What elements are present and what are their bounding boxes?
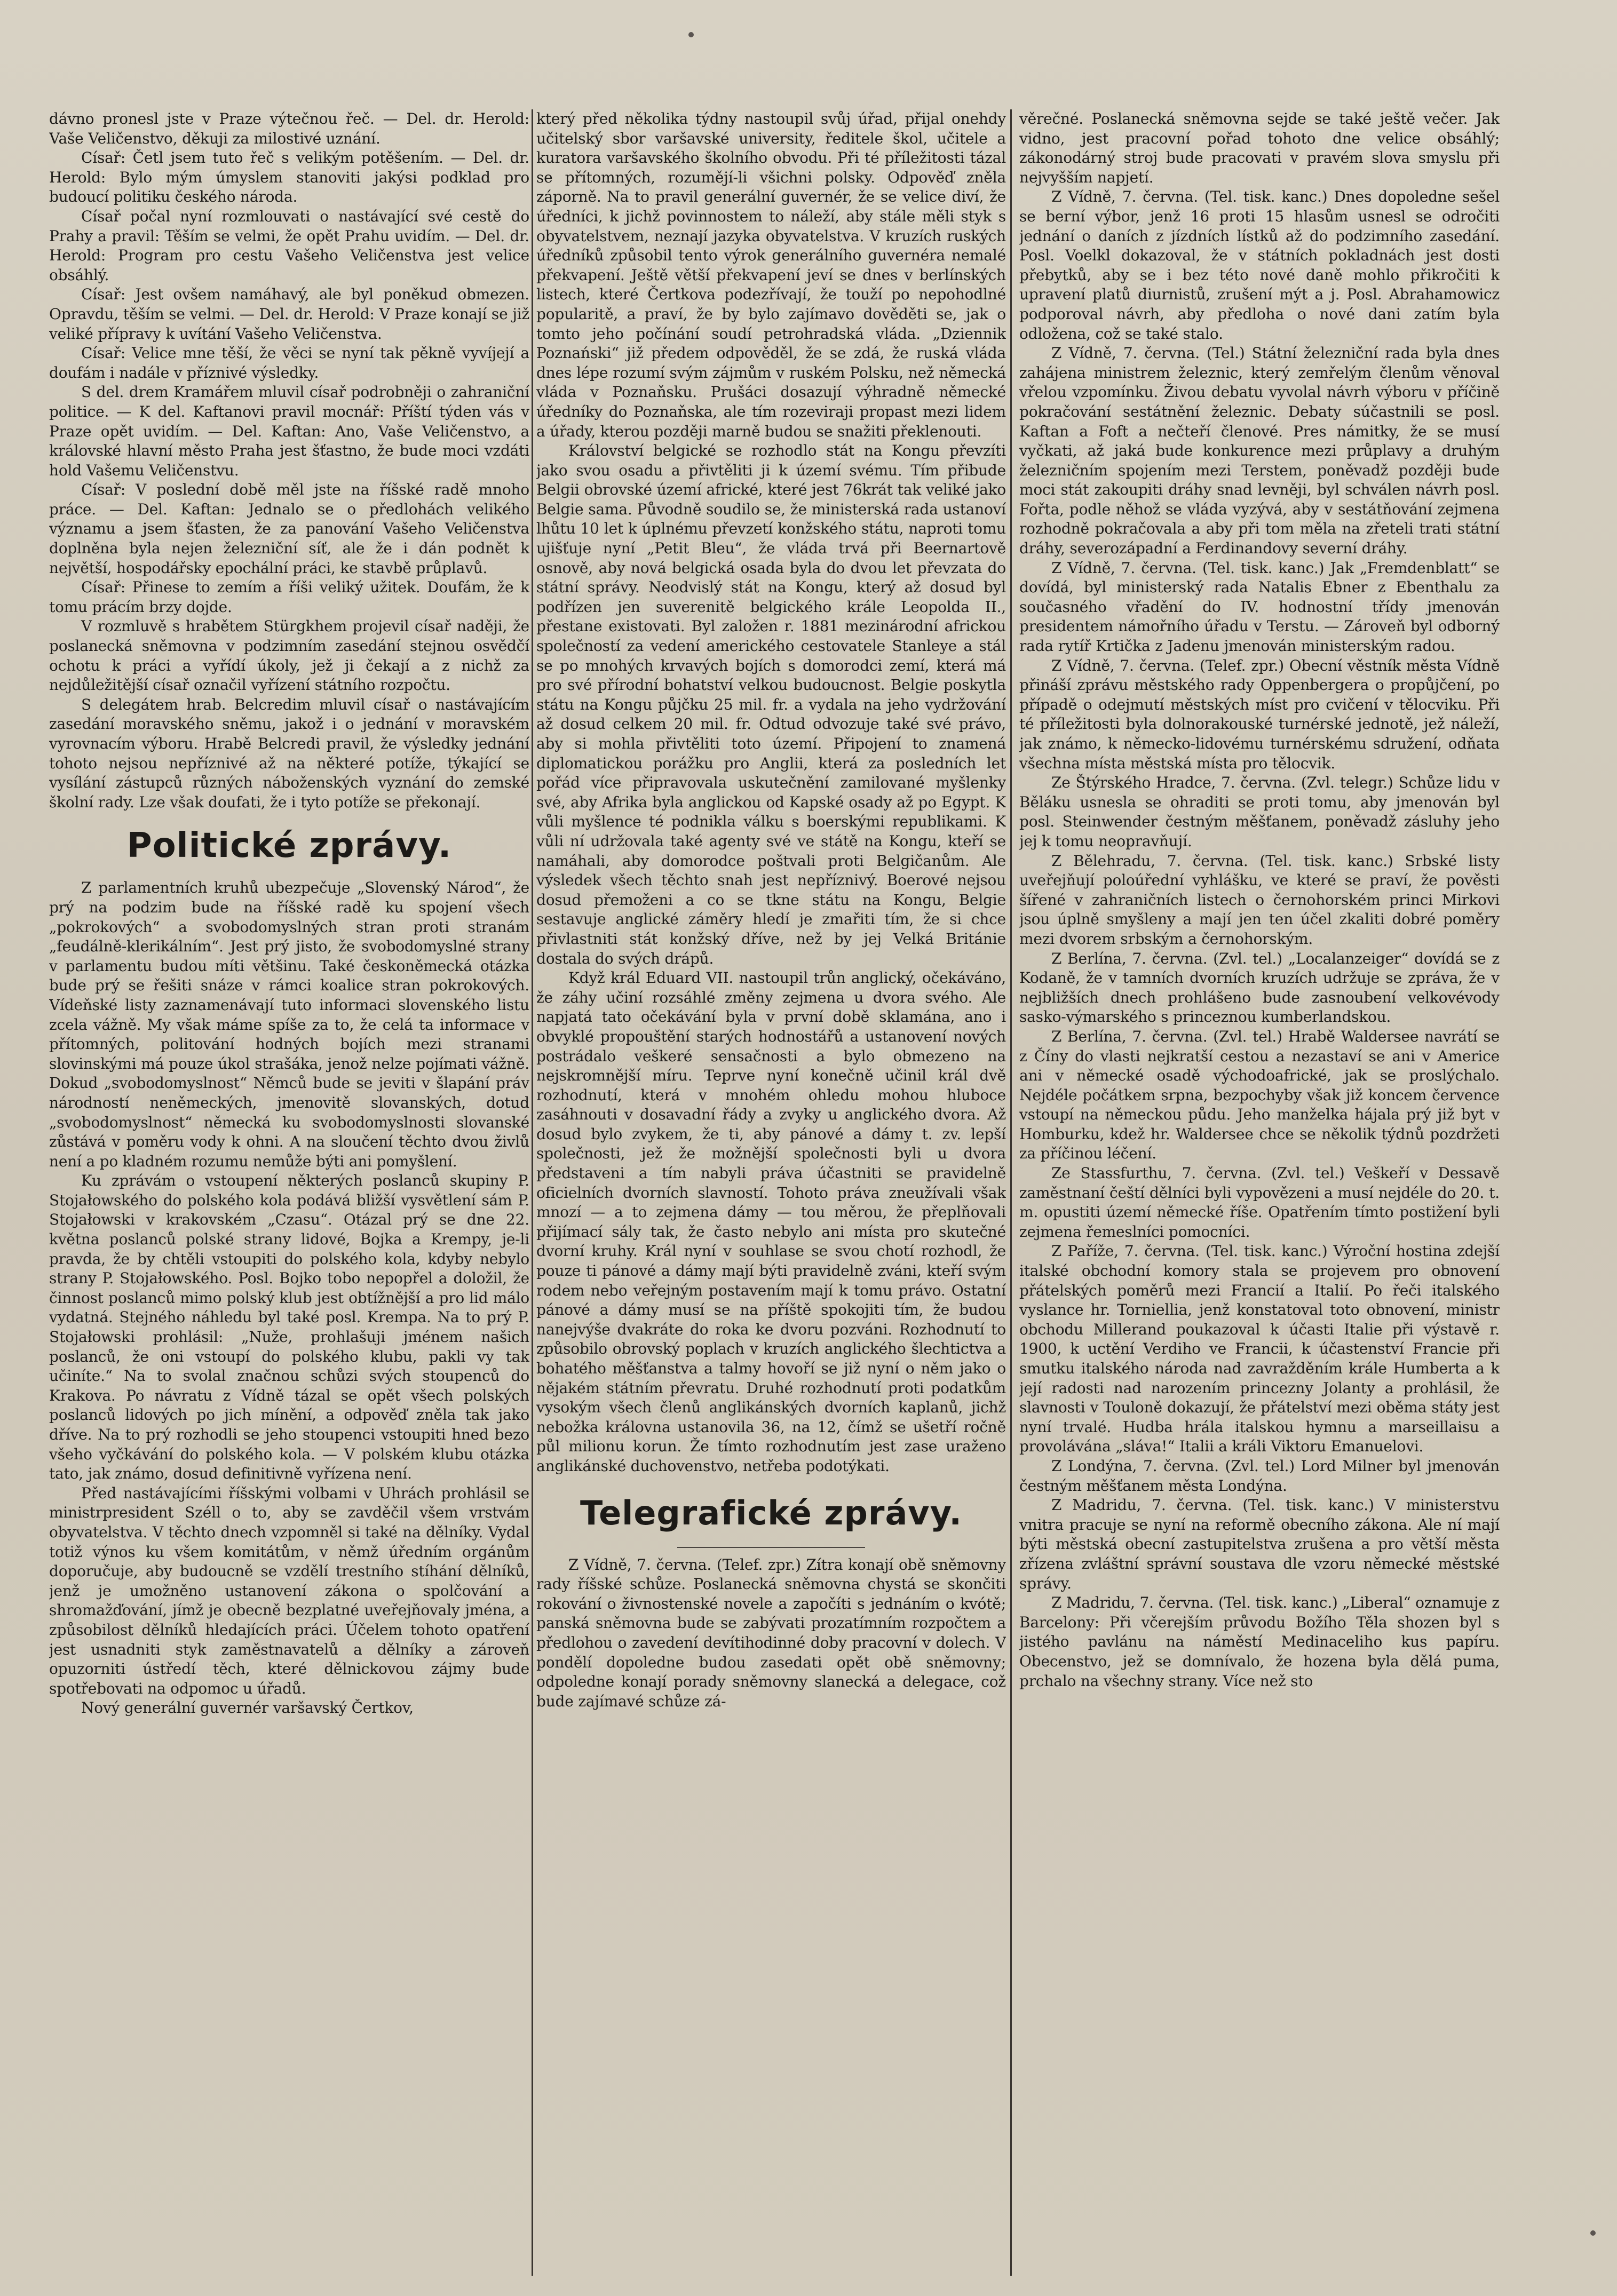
article-paragraph: Císař: V poslední době měl jste na říšské radě mnoho práce. — Del. Kaftan: Jednalo se o předlohách velikého významu a jsem šťasten, že za panování Vašeho Veličenstva doplněna byla nejen železniční síť, ale že i dán podnět k největší, hospodářsky epochální práci, ke stavbě průplavů. xyxy=(49,481,529,577)
article-paragraph: Ku zprávám o vstoupení některých poslanců skupiny P. Stojałowského do polského kola podává bližší vysvětlení sám P. Stojałowski v krakovském „Czasu“. Otázal prý se dne 22. května poslanců polské strany lidové, Bojka a Krempy, je-li pravda, že by chtěli vstoupiti do polského kola, kdyby nebylo strany P. Stojałowského. Posl. Bojko tobo nepopřel a doložil, že činnost poslanců mimo polský klub jest obtížnější a pro lid málo vydatná. Stejného náhledu byl také posl. Krempa. Na to prý P. Stojałowski prohlásil: „Nuže, prohlašuji jménem našich poslanců, že oni vstoupí do polského klubu, pakli vy tak učiníte.“ Na to svolal značnou schůzi svých stoupenců do Krakova. Po návratu z Vídně tázal se opět všech polských poslanců lidových po jich mínění, a odpověď zněla tak jako dříve. Na to prý rozhodli se jeho stoupenci vstoupiti hned bezo všeho vyčkávání do polského kola. — V polském klubu otázka tato, jak známo, dosud definitivně vyřízena není. xyxy=(49,1172,529,1483)
article-paragraph: Z parlamentních kruhů ubezpečuje „Slovenský Národ“, že prý na podzim bude na říšské radě ku spojení všech „pokrokových“ a svobodomyslných stran proti stranám „feudálně-klerikálním“. Jest prý jisto, že svobodomyslné strany v parlamentu budou míti většinu. Také českoněmecká otázka bude prý se řešiti snáze v rámci koalice stran pokrokových. Vídeňské listy zaznamenávají tuto informaci slovenského listu zcela vážně. My však máme spíše za to, že celá ta informace v přítomných, politování hodných bojích mezi stranami slovinskými má pouze úkol strašáka, jenož nelze pojímati vážně. Dokud „svobodomyslnost“ Němců bude se jeviti v šlapání práv národností neněmeckých, jmenovitě slovanských, dotud „svobodomyslnost“ německá ku svobodomyslnosti slovanské zůstává v poměru vody k ohni. A na sloučení těchto dvou živlů není a po kladném rozumu nemůže býti ani pomyšlení. xyxy=(49,879,529,1170)
article-paragraph: S del. drem Kramářem mluvil císař podrobněji o zahraniční politice. — K del. Kaftanovi pravil mocnář: Příští týden vás v Praze opět uvidím. — Del. Kaftan: Ano, Vaše Veličenstvo, a královské hlavní město Praha jest šťastno, že bude moci vzdáti hold Vašemu Veličenstvu. xyxy=(49,383,529,479)
article-paragraph: Z Madridu, 7. června. (Tel. tisk. kanc.) „Liberal“ oznamuje z Barcelony: Při včerejším průvodu Božího Těla shozen byl s jistého pavlánu na náměstí Medinaceliho kus papíru. Obecenstvo, jež se domnívalo, že hozena byla dělá puma, prchalo na všechny strany. Více než sto xyxy=(1019,1594,1500,1690)
column-right xyxy=(1019,109,1500,2276)
article-paragraph: Z Berlína, 7. června. (Zvl. tel.) Hrabě Waldersee navrátí se z Číny do vlasti nejkratší cestou a nezastaví se ani v Americe ani v německé osadě východoafrické, jak se proslýchalo. Nejdéle počátkem srpna, bezpochyby však již koncem července vstoupí na německou půdu. Jeho manželka hájala prý již byt v Homburku, kdež hr. Waldersee chce se několik týdnů pozdržeti za příčinou léčení. xyxy=(1019,1027,1500,1163)
article-paragraph: Z Vídně, 7. června. (Tel.) Státní železniční rada byla dnes zahájena ministrem železnic, který zemřelým členům věnoval vřelou vzpomínku. Živou debatu vyvolal návrh výboru v příčině pokračování sestátnění železnic. Debaty súčastnili se posl. Kaftan a Foft a nečteří členové. Pres námitky, že se musí vyčkati, až jaká bude konkurence mezi průplavy a druhým železničním spojením mezi Terstem, poněvadž později bude moci stát zakoupiti dráhy snad levněji, byl schválen návrh posl. Fořta, podle něhož se vláda vyzývá, aby v sestátňování zejmena rozhodně pokračovala a aby při tom měla na zřeteli trati státní dráhy, severozápadní a Ferdinandovy severní dráhy. xyxy=(1019,344,1500,558)
article-paragraph: Císař: Velice mne těší, že věci se nyní tak pěkně vyvíjejí a doufám i nadále v příznivé výsledky. xyxy=(49,344,529,382)
article-paragraph: Z Vídně, 7. června. (Telef. zpr.) Zítra konají obě sněmovny rady říšské schůze. Poslanecká sněmovna chystá se skončiti rokování o živnostenské novele a započíti s jednáním o kvótě; panská sněmovna bude se zabývati prozatímním rozpočtem a předlohou o zavedení devítihodinné doby pracovní v dolech. V pondělí dopoledne budou zasedati opět obě sněmovny; odpoledne konají porady sněmovny slanecká a delegace, což bude zajímavé schůze zá- xyxy=(536,1555,1006,1710)
article-paragraph: Z Vídně, 7. června. (Tel. tisk. kanc.) Jak „Fremdenblatt“ se dovídá, byl ministerský rada Natalis Ebner z Ebenthalu za současného vřadění do IV. hodnostní třídy jmenován presidentem námořního úřadu v Terstu. — Zároveň byl odborný rada rytíř Krtička z Jadenu jmenován ministerským radou. xyxy=(1019,559,1500,655)
column-rule xyxy=(1010,109,1012,2276)
article-paragraph: věrečné. Poslanecká sněmovna sejde se také ještě večer. Jak vidno, jest pracovní pořad tohoto dne velice obsáhlý; zákonodárný stroj bude pracovati v pravém slova smyslu při nejvyšším napjetí. xyxy=(1019,110,1500,186)
article-paragraph: Z Londýna, 7. června. (Zvl. tel.) Lord Milner byl jmenován čestným měšťanem města Londýna. xyxy=(1019,1457,1500,1495)
article-paragraph: Císař: Přinese to zemím a říši veliký užitek. Doufám, že k tomu prácím brzy dojde. xyxy=(49,578,529,616)
article-paragraph: Z Madridu, 7. června. (Tel. tisk. kanc.) V ministerstvu vnitra pracuje se nyní na reformě obecního zákona. Ale ní mají býti městská obecní zastupitelstva zrušena a pro větší města zřízena zvláštní správní soustava dle vzoru německé městské správy. xyxy=(1019,1496,1500,1592)
column-left xyxy=(49,109,529,2276)
article-paragraph: S delegátem hrab. Belcredim mluvil císař o nastávajícím zasedání moravského sněmu, jakož i o jednání v moravském vyrovnacím výboru. Hrabě Belcredi pravil, že výsledky jednání tohoto nejsou nepříznivé až na některé potíže, týkající se vysílání zástupců různých náboženských vyznání do zemské školní rady. Lze však doufati, že i tyto potíže se překonají. xyxy=(49,695,529,811)
article-paragraph: Z Paříže, 7. června. (Tel. tisk. kanc.) Výroční hostina zdejší italské obchodní komory stala se projevem pro obnovení přátelských poměrů mezi Francií a Italií. Po řeči italského vyslance hr. Torniellia, jenž konstatoval toto obnovení, ministr obchodu Millerand poukazoval k účasti Italie při výstavě r. 1900, k uctění Verdiho ve Francii, k účastenství Francie při smutku italského národa nad zavražděním krále Humberta a k její radosti nad narozením princezny Jolanty a prohlásil, že slavnosti v Touloně dokazují, že přátelství mezi oběma státy jest nyní trvalé. Hudba hrála italskou hymnu a marseillaisu a provolávána „sláva!“ Italii a králi Viktoru Emanuelovi. xyxy=(1019,1242,1500,1456)
column-middle xyxy=(536,109,1006,2276)
print-speck xyxy=(688,32,694,37)
article-paragraph: Císař počal nyní rozmlouvati o nastávající své cestě do Prahy a pravil: Těším se velmi, že opět Prahu uvidím. — Del. dr. Herold: Program pro cestu Vašeho Veličenstva jest velice obsáhlý. xyxy=(49,207,529,284)
heading-rule xyxy=(677,1547,865,1548)
print-speck xyxy=(1590,2230,1596,2236)
article-paragraph: dávno pronesl jste v Praze výtečnou řeč. — Del. dr. Herold: Vaše Veličenstvo, děkuji za milostivé uznání. xyxy=(49,110,529,147)
article-paragraph: Království belgické se rozhodlo stát na Kongu převzíti jako svou osadu a přivtěliti ji k území svému. Tím přibude Belgii obrovské území africké, které jest 76krát tak veliké jako Belgie sama. Původně soudilo se, že ministerská rada ustanoví lhůtu 10 let k úplnému převzetí konžského státu, naproti tomu ujišťuje nyní „Petit Bleu“, že vláda trvá při Beernartově osnově, aby nová belgická osada byla do dvou let převzata do státní správy. Neodvislý stát na Kongu, který až dosud byl podřízen jen suverenitě belgického krále Leopolda II., přestane existovati. Byl založen r. 1881 mezinárodní africkou společností za vedení amerického cestovatele Stanleye a stál se po mnohých krvavých bojích s domorodci zemí, která má pro své přírodní bohatství velkou budoucnost. Belgie poskytla státu na Kongu půjčku 25 mil. fr. a vydala na jeho vydržování až dosud celkem 20 mil. fr. Odtud odvozuje také své právo, aby si mohla přivtěliti toto území. Připojení to znamená diplomatickou porážku pro Anglii, která za posledních let pořád více připravovala uskutečnění zamilované myšlenky své, aby Afrika byla anglickou od Kapské osady až po Egypt. K vůli myšlence té podnikla válku s boerskými republikami. K vůli ní udržovala také agenty své ve státě na Kongu, kteří se namáhali, aby domorodce poštvali proti Belgičanům. Ale výsledek všech těchto snah jest nepříznivý. Boerové nejsou dosud přemoženi a co se tkne státu na Kongu, Belgie sestavuje anglické záměry hledí je zmařiti tím, že si chce přivlastniti stát konžský dříve, než by jej Velká Británie dostala do svých drápů. xyxy=(536,442,1006,967)
article-paragraph: Z Bělehradu, 7. června. (Tel. tisk. kanc.) Srbské listy uveřejňují poloúřední vyhlášku, ve které se praví, že pověsti šířené v zahraničních listech o černohorském princi Mirkovi jsou úplně smyšleny a mají jen ten účel zkaliti dobré poměry mezi dvorem srbským a černohorským. xyxy=(1019,852,1500,948)
article-paragraph: Z Berlína, 7. června. (Zvl. tel.) „Localanzeiger“ dovídá se z Kodaně, že v tamních dvorních kruzích udržuje se zpráva, že v nejbližších dnech prohlášeno bude zasnoubení velkovévody sasko-výmarského s princeznou kumberlandskou. xyxy=(1019,949,1500,1026)
article-paragraph: Císař: Jest ovšem namáhavý, ale byl poněkud obmezen. Opravdu, těším se velmi. — Del. dr. Herold: V Praze konají se již veliké přípravy k uvítání Vašeho Veličenstva. xyxy=(49,285,529,343)
article-paragraph: Před nastávajícími říšskými volbami v Uhrách prohlásil se ministrpresident Széll o to, aby se zavděčil všem vrstvám obyvatelstva. V těchto dnech vzpomněl si také na dělníky. Vydal totiž výnos ku všem komitátům, v němž úředním orgánům doporučuje, aby budoucně se vzdělí trestního stíhání dělníků, jenž je umožněno ustanovení zákona o spolčování a shromažďování, jímž je obecně bezplatné uveřejňovaly jména, a způsobilost dělníků hledajících práci. Účelem tohoto opatření jest usnadniti styk zaměstnavatelů a dělníky a zároveň opuzorniti ústředí těch, které dělnickovou zájmy bude spotřebovati na odpomoc u úřadů. xyxy=(49,1484,529,1697)
section-heading-telegraficke: Telegrafické zprávy. xyxy=(580,1493,962,1532)
article-paragraph: Císař: Četl jsem tuto řeč s velikým potěšením. — Del. dr. Herold: Bylo mým úmyslem stanoviti jakýsi podklad pro budoucí politiku českého národa. xyxy=(49,149,529,206)
section-heading-politicke: Politické zprávy. xyxy=(126,826,452,866)
article-paragraph: Z Vídně, 7. června. (Telef. zpr.) Obecní věstník města Vídně přináší zprávu městského rady Oppenbergera o propůjčení, po případě o odejmutí městských míst pro cvičení v tělocviku. Při té příležitosti byla dolnorakouské turnérské jednotě, jež náleží, jak známo, k německo-lidovému turnérskému sdružení, odňata všechna místa městská místa pro tělocvik. xyxy=(1019,656,1500,772)
article-paragraph: V rozmluvě s hrabětem Stürgkhem projevil císař naději, že poslanecká sněmovna v podzimním zasedání stejnou osvědčí ochotu k práci a vyřídí úkoly, jež ji čekají a z nichž za nejdůležitější císař označil vyřízení státního rozpočtu. xyxy=(49,617,529,694)
article-paragraph: Ze Štýrského Hradce, 7. června. (Zvl. telegr.) Schůze lidu v Běláku usnesla se ohraditi se proti tomu, aby jmenován byl posl. Steinwender čestným měšťanem, poněvadž zásluhy jeho jej k tomu neopravňují. xyxy=(1019,774,1500,850)
article-paragraph: Z Vídně, 7. června. (Tel. tisk. kanc.) Dnes dopoledne sešel se berní výbor, jenž 16 proti 15 hlasům usnesl se odročiti jednání o daních z jízdních lístků až do podzimního zasedání. Posl. Voelkl dokazoval, že v státních pokladnách jest dosti přebytků, aby se i bez této nové daně mohlo přikročiti k upravení platů diurnistů, zrušení mýt a j. Posl. Abrahamowicz podporoval návrh, aby předloha o nové dani zatím byla odložena, což se také stalo. xyxy=(1019,188,1500,343)
article-paragraph: který před několika týdny nastoupil svůj úřad, přijal onehdy učitelský sbor varšavské university, ředitele škol, učitele a kuratora varšavského školního obvodu. Při té příležitosti tázal se přítomných, rozumějí-li všichni polsky. Odpověď zněla záporně. Na to pravil generální guvernér, že se velice diví, že úředníci, k jichž povinnostem to náleží, aby stále měli styk s obyvatelstvem, neznají jazyka obyvatelstva. V kruzích ruských úředníků způsobil tento výrok generálního guvernéra nemalé překvapení. Ještě větší překvapení jeví se dnes v berlínských listech, které Čertkova podezřívají, že touží po nepohodlné popularitě, a praví, že by bylo zajímavo dověděti se, jak o tomto jeho počínání soudí petrohradská vláda. „Dziennik Poznański“ již předem odpověděl, že se zdá, že ruská vláda dnes lépe rozumí svým zájmům v ruském Polsku, než německá vláda v Poznaňsku. Prušáci dosazují výhradně německé úředníky do Poznaňska, ale tím rozeviraji propast mezi lidem a úřady, kterou později marně budou se snažiti překlenouti. xyxy=(536,110,1006,440)
column-rule xyxy=(532,109,533,2276)
article-paragraph: Když král Eduard VII. nastoupil trůn anglický, očekáváno, že záhy učiní rozsáhlé změny zejmena u dvora svého. Ale napjatá tato očekávání byla v první době sklamána, ano i obvyklé propouštění starých hodnostářů a ustanovení nových postrádalo veškeré sensačnosti a bylo obmezeno na nejskromnější míru. Teprve nyní konečně učinil král dvě rozhodnutí, která v mnohém ohledu mohou hluboce zasáhnouti v dosavadní řády a zvyky u anglického dvora. Až dosud bylo zvykem, že ti, aby pánové a dámy t. zv. lepší společnosti, jež že možnější společnosti byli u dvora představeni a tím nabyli práva účastniti se pravidelně oficielních dvorních slavností. Tohoto práva zneužívali však mnozí — a to zejmena dámy — tou měrou, že přeplňovali přijímací sály tak, že často nebylo ani místa pro skutečné dvorní kruhy. Král nyní v souhlase se svou chotí rozhodl, že pouze ti pánové a dámy mají býti pravidelně zváni, kteří svým rodem nebo veřejným postavením mají k tomu právo. Ostatní pánové a dámy musí se na příště spokojiti tím, že budou nanejvýše dvakráte do roka ke dvoru pozváni. Rozhodnutí to způsobilo obrovský poplach v kruzích anglického šlechtictva a bohatého měšťanstva a talmy hovoří se již nyní o něm jako o nějakém státním převratu. Druhé rozhodnutí proti podatkům vysokým všech členů anglikánských dvorních kaplanů, jichž nebožka královna ustanovila 36, na 12, čímž se ušetří ročně půl milionu korun. Že tímto rozhodnutím jest zase uraženo anglikánské duchovenstvo, netřeba podotýkati. xyxy=(536,969,1006,1475)
article-paragraph: Ze Stassfurthu, 7. června. (Zvl. tel.) Veškeří v Dessavě zaměstnaní čeští dělníci byli vypovězeni a musí nejdéle do 20. t. m. opustiti území německé říše. Opatřením tímto postižení byli zejmena řemeslníci pomocníci. xyxy=(1019,1164,1500,1241)
article-paragraph: Nový generální guvernér varšavský Čertkov, xyxy=(81,1699,414,1717)
